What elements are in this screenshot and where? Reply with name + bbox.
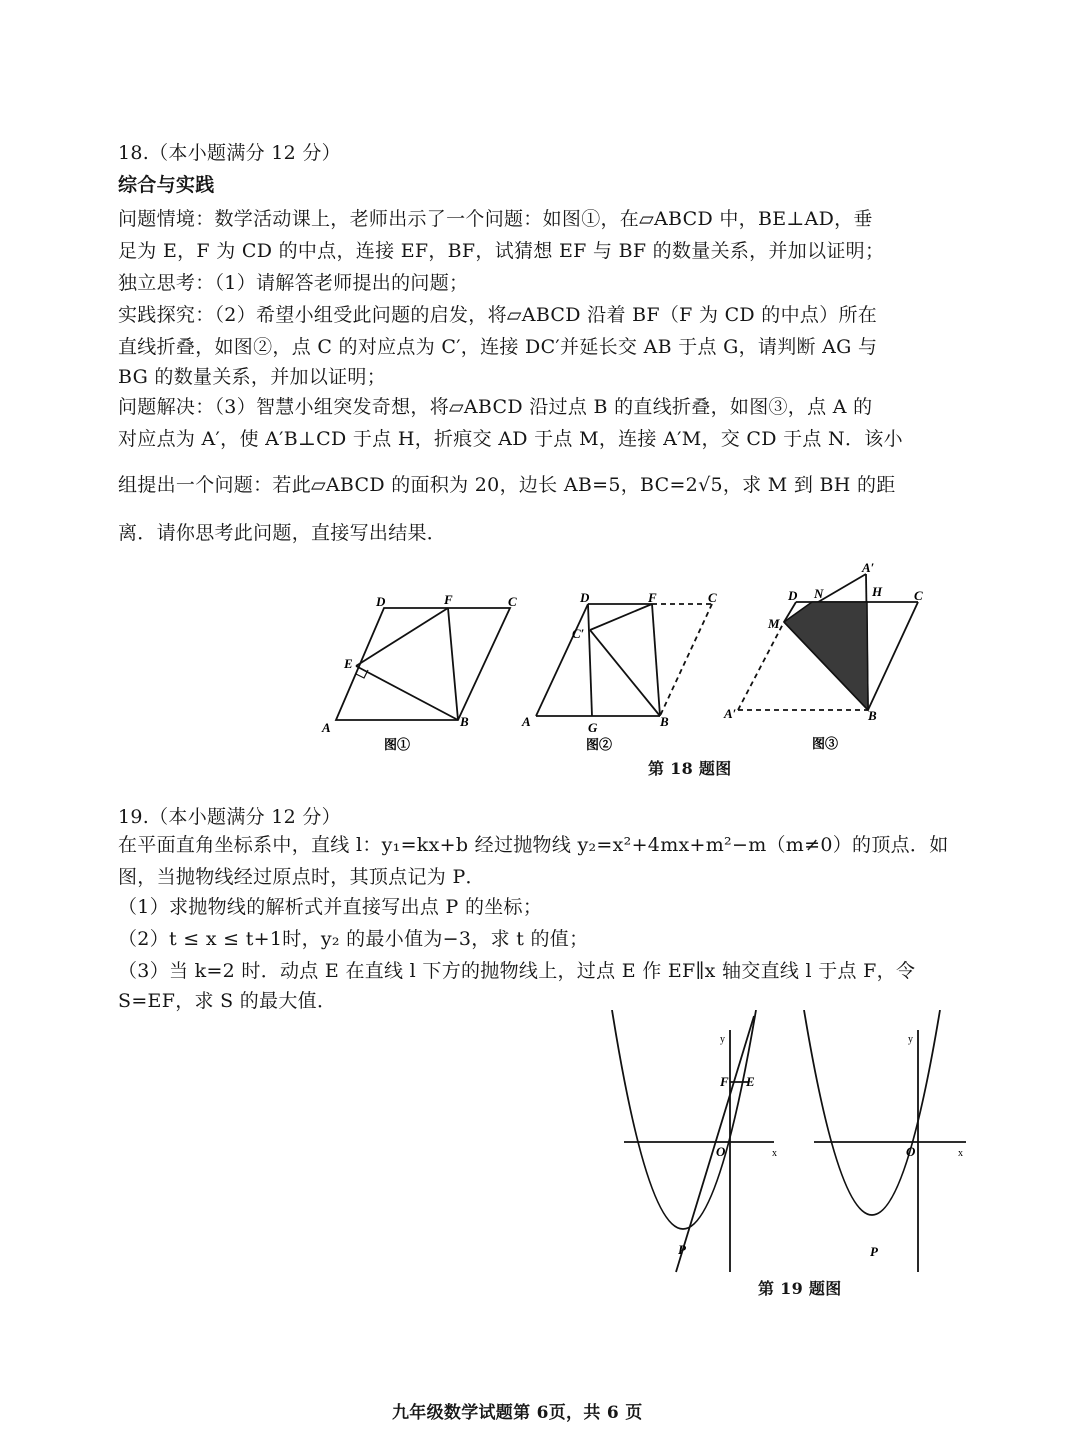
fig3-label-n: N — [814, 586, 824, 601]
fig2-segment-fb — [652, 604, 660, 716]
fig3-label-d: D — [788, 588, 798, 603]
fig2-label-c-prime: C′ — [572, 626, 585, 641]
fig3-label-m: M — [768, 616, 780, 631]
q18-line-9: 组提出一个问题：若此▱ABCD 的面积为 20，边长 AB=5，BC=2√5，求 M 到 BH 的距 — [118, 474, 896, 496]
q18-line-3: 独立思考：（1）请解答老师提出的问题； — [118, 272, 469, 294]
graph2-label-p: P — [870, 1244, 878, 1259]
q19-graph-1 — [610, 1010, 790, 1280]
q19-line-3: （1）求抛物线的解析式并直接写出点 P 的坐标； — [118, 896, 543, 918]
fig3-caption: 图③ — [812, 736, 839, 751]
fig2-label-d: D — [580, 590, 590, 605]
fig2-label-a: A — [522, 714, 531, 729]
q19-line-6: S=EF，求 S 的最大值． — [118, 990, 337, 1012]
fig1-caption: 图① — [384, 737, 411, 752]
fig2-label-b: B — [660, 714, 669, 729]
fig3-label-a-prime: A′ — [862, 560, 875, 575]
graph1-label-o: O — [716, 1144, 726, 1159]
fig3-label-b: B — [868, 708, 877, 723]
graph2-label-x: x — [958, 1148, 963, 1159]
graph2-label-o: O — [906, 1144, 916, 1159]
fig2-segment-c1b — [590, 630, 660, 716]
fig3-side-am-dashed — [738, 622, 784, 710]
page-footer: 九年级数学试题第 6页，共 6 页 — [392, 1403, 643, 1423]
q18-figure-2 — [512, 586, 732, 756]
fig1-segment-be — [356, 666, 458, 720]
fig2-segment-fc1 — [590, 604, 652, 630]
fig1-label-c: C — [508, 594, 517, 609]
q19-line-1: 在平面直角坐标系中，直线 l：y₁=kx+b 经过抛物线 y₂=x²+4mx+m²−m（m≠0）的顶点．如 — [118, 834, 949, 856]
graph1-label-x: x — [772, 1148, 777, 1159]
q18-figure-1 — [310, 586, 530, 756]
fig2-caption: 图② — [586, 737, 613, 752]
graph1-label-p: P — [678, 1242, 686, 1257]
fig2-label-g: G — [588, 720, 598, 735]
q18-line-7: 问题解决：（3）智慧小组突发奇想，将▱ABCD 沿过点 B 的直线折叠，如图③，点 A 的 — [118, 396, 873, 418]
fig3-label-c: C — [914, 588, 923, 603]
q18-figure-3 — [722, 556, 942, 756]
graph1-label-f: F — [720, 1074, 729, 1089]
graph1-parabola — [612, 1010, 756, 1229]
q18-line-8: 对应点为 A′，使 A′B⊥CD 于点 H，折痕交 AD 于点 M，连接 A′M，交 CD 于点 N．该小 — [118, 428, 903, 450]
fig1-segment-ef — [356, 608, 448, 666]
fig2-side-ad — [536, 604, 588, 716]
q18-line-1: 问题情境：数学活动课上，老师出示了一个问题：如图①，在▱ABCD 中，BE⊥AD，垂 — [118, 208, 873, 230]
fig1-label-f: F — [444, 592, 453, 607]
graph1-line-l — [676, 1016, 754, 1272]
q19-header: 19.（本小题满分 12 分） — [118, 806, 341, 828]
graph1-label-y: y — [720, 1034, 725, 1045]
fig2-label-c: C — [708, 590, 717, 605]
fig1-label-e: E — [344, 656, 353, 671]
q18-section-title: 综合与实践 — [118, 174, 215, 196]
q18-line-2: 足为 E，F 为 CD 的中点，连接 EF，BF，试猜想 EF 与 BF 的数量关系，并加以证明； — [118, 240, 885, 262]
fig2-label-f: F — [648, 590, 657, 605]
q18-line-5: 直线折叠，如图②，点 C 的对应点为 C′，连接 DC′并延长交 AB 于点 G，请判断 AG 与 — [118, 336, 878, 358]
q18-line-10: 离．请你思考此问题，直接写出结果． — [118, 522, 447, 544]
q18-line-6: BG 的数量关系，并加以证明； — [118, 366, 387, 388]
q19-graph-2 — [800, 1010, 980, 1280]
q18-figure-caption: 第 18 题图 — [648, 759, 732, 778]
fig2-side-cb-dashed — [660, 604, 712, 716]
fig3-label-h: H — [872, 584, 883, 599]
q19-line-5: （3）当 k=2 时．动点 E 在直线 l 下方的抛物线上，过点 E 作 EF∥x 轴交直线 l 于点 F，令 — [118, 960, 916, 982]
fig3-side-cb — [868, 602, 918, 710]
graph2-parabola — [804, 1010, 940, 1215]
fig1-label-b: B — [460, 714, 469, 729]
fig1-segment-bf — [448, 608, 458, 720]
graph1-label-e: E — [746, 1074, 755, 1089]
graph2-label-y: y — [908, 1034, 913, 1045]
q19-figure-caption: 第 19 题图 — [758, 1279, 842, 1298]
fig3-label-a-prime-bottom: A′ — [724, 706, 737, 721]
q18-header: 18.（本小题满分 12 分） — [118, 142, 341, 164]
fig2-segment-dg — [588, 604, 592, 716]
fig1-label-a: A — [322, 720, 331, 735]
fig1-label-d: D — [376, 594, 386, 609]
q19-line-2: 图，当抛物线经过原点时，其顶点记为 P． — [118, 866, 485, 888]
fig3-shaded-region — [784, 602, 868, 710]
q19-line-4: （2）t ≤ x ≤ t+1时，y₂ 的最小值为−3，求 t 的值； — [118, 928, 589, 950]
q18-line-4: 实践探究：（2）希望小组受此问题的启发，将▱ABCD 沿着 BF（F 为 CD 的中点）所在 — [118, 304, 878, 326]
